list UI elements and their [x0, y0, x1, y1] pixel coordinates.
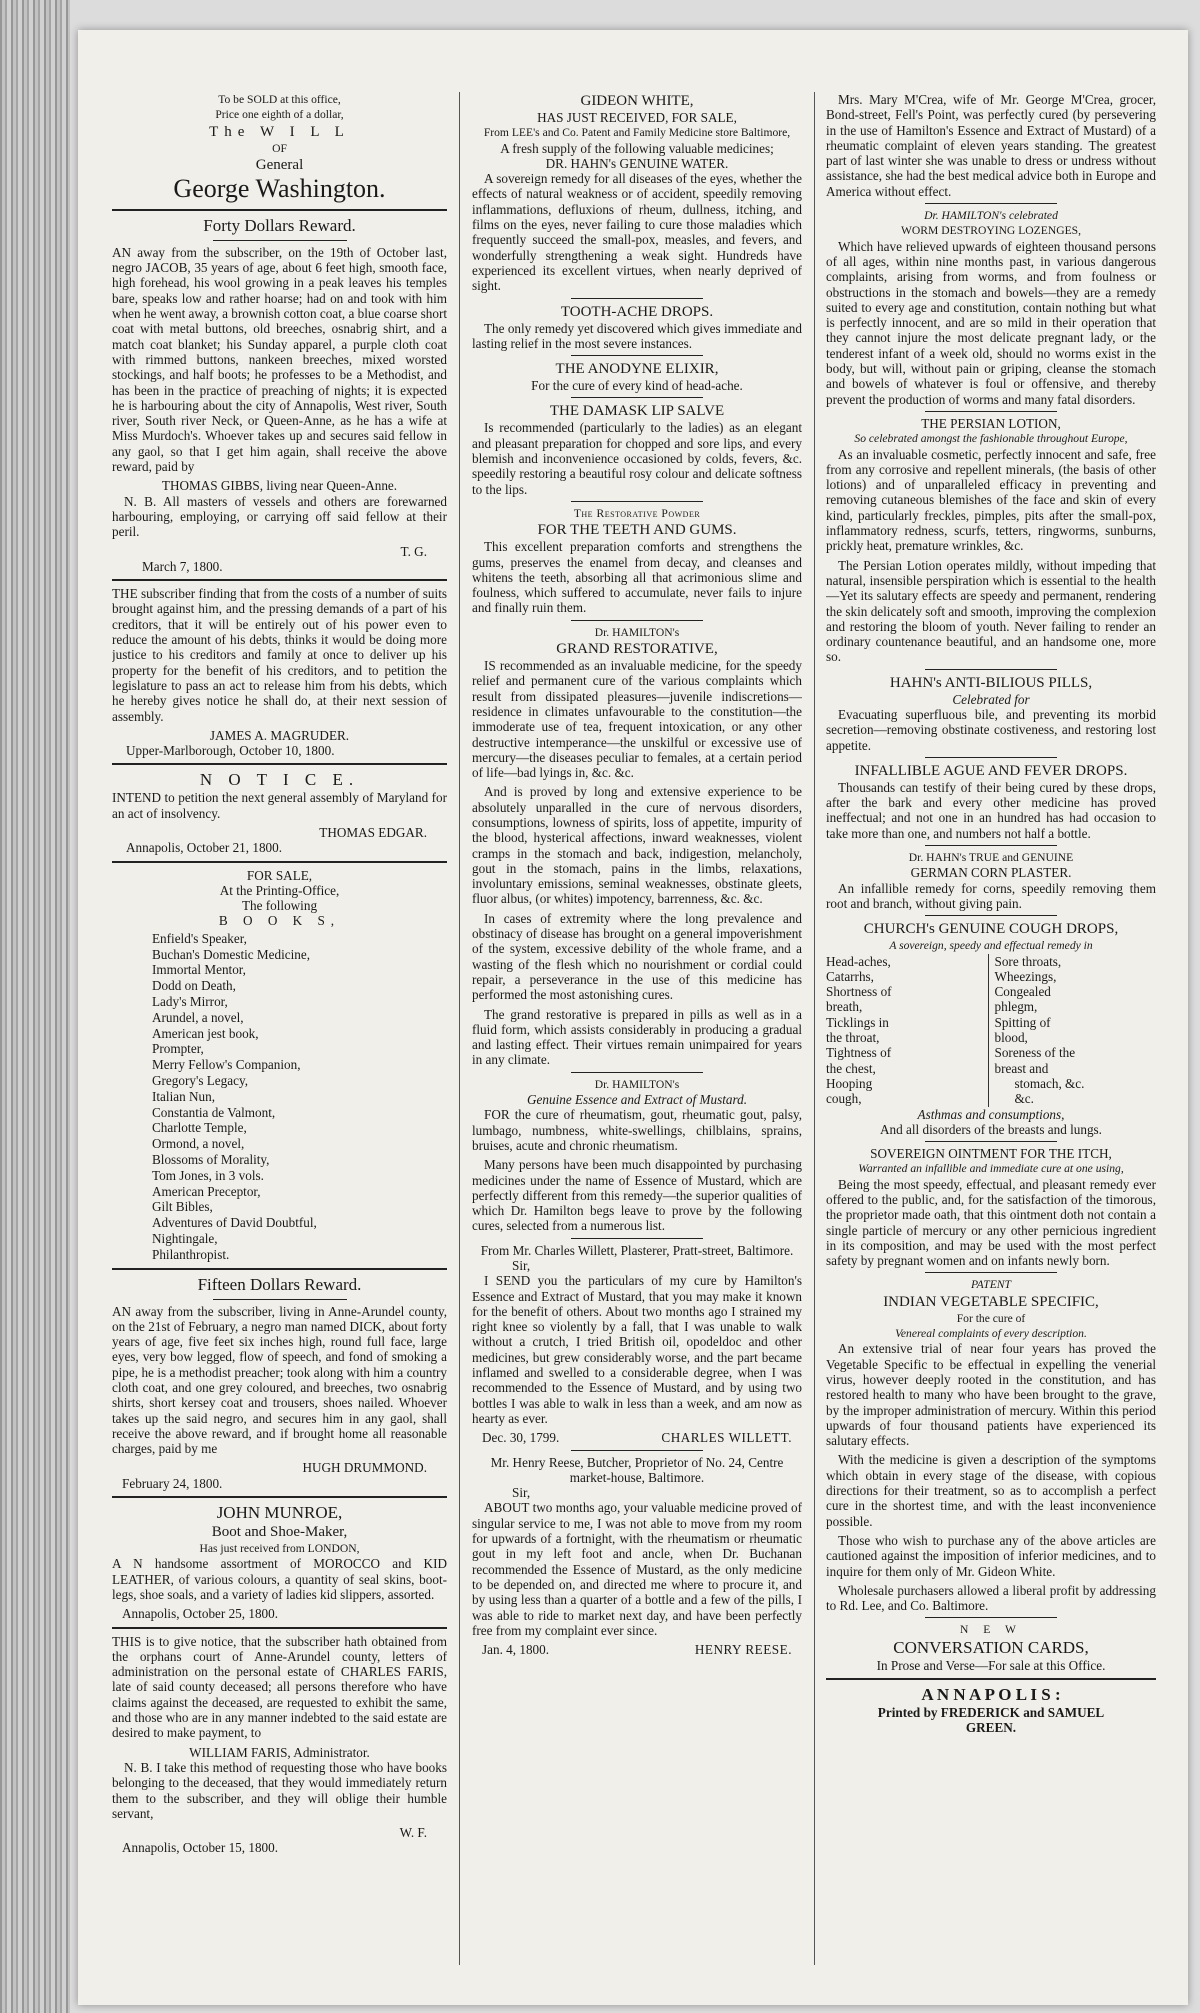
- book-item: Italian Nun,: [152, 1088, 215, 1104]
- water-body: A sovereign remedy for all diseases of the eyes, whether the effects of natural weakness or of accident, speedily removing inflammations, defluxions of rheum, dullness, itching, and films on the eyes, never failing to cure those maladies which frequently succeed the small-pox, measles, and fevers, and wonderfully strengthening a weak sight. Hundreds have experienced its excellent virtues, when nearly deprived of sight.: [472, 171, 802, 294]
- reese-date: Jan. 4, 1800.: [482, 1642, 550, 1658]
- book-item: Charlotte Temple,: [152, 1120, 247, 1136]
- ague-title: INFALLIBLE AGUE AND FEVER DROPS.: [854, 762, 1128, 779]
- munroe-subtitle: Boot and Shoe-Maker,: [211, 1524, 348, 1541]
- newspaper-page: [78, 30, 1188, 2005]
- reward-forty-nb: N. B. All masters of vessels and others are forewarned harbouring, employing, or carrying off said fellow at their peril.: [112, 493, 447, 540]
- willett-date: Dec. 30, 1799.: [482, 1430, 560, 1446]
- book-item: Immortal Mentor,: [152, 962, 246, 978]
- reese-body: ABOUT two months ago, your valuable medicine proved of singular service to me, I was not able to move from my room for upwards of a fortnight, with the rheumatism or rheumatic gout in my left foot and ancle, when Dr. Buchanan recommended the Essence of Mustard, as the only medicine to be depended on, and directed me where to procure it, and by using less than a quarter of a bottle and a few of the pills, I was able to ride to market next day, and have been perfectly free from my complaint ever since.: [472, 1500, 802, 1638]
- itch-title: SOVEREIGN OINTMENT FOR THE ITCH,: [870, 1146, 1112, 1162]
- notice-title: N O T I C E.: [199, 770, 360, 790]
- patent-para: Those who wish to purchase any of the above articles are cautioned against the imposition of inferior medicines, and to inquire for them only of Mr. Gideon White.: [826, 1532, 1156, 1579]
- water-advert: [472, 156, 802, 294]
- book-item: American jest book,: [152, 1025, 259, 1041]
- symptom-item: Sore throats,: [994, 953, 1062, 969]
- reward-forty-title: Forty Dollars Reward.: [203, 215, 356, 235]
- imprint-line: GREEN.: [965, 1720, 1017, 1736]
- bilious-advert: [826, 674, 1156, 753]
- symptom-item: Shortness of breath,: [826, 984, 892, 1015]
- column-2: [472, 92, 802, 1975]
- books-heading: B O O K S,: [218, 913, 341, 929]
- white-title: GIDEON WHITE,: [580, 93, 694, 109]
- lip-body: Is recommended (particularly to the ladies) as an elegant and pleasant preparation for chopped and sore lips, and every blemish and inconvenience occasioned by colds, fevers, &c. speedily restoring a beautiful rosy colour and delicate softness to the lips.: [472, 420, 802, 497]
- willett-body: I SEND you the particulars of my cure by Hamilton's Essence and Extract of Mustard, that you may make it known for the benefit of others. About two months ago I strained my right knee so violently by a fall, that I was unable to walk without a crutch, I tried British oil, opodeldoc and other medicines, but grew considerably worse, and the part became inflamed and swelled to a considerable degree, when I was recommended to the Essence of Mustard, and by using two bottles I was able to walk in less than a week, and am now as hearty as ever.: [472, 1273, 802, 1426]
- book-item: Nightingale,: [152, 1230, 218, 1246]
- munroe-date: Annapolis, October 25, 1800.: [122, 1606, 279, 1622]
- symptom-item: Head-aches,: [826, 953, 891, 969]
- corn-kicker: Dr. HAHN's TRUE and GENUINE: [908, 851, 1074, 865]
- munroe-advert: [112, 1503, 447, 1621]
- books-title: FOR SALE,: [246, 867, 313, 883]
- grand-title: GRAND RESTORATIVE,: [556, 641, 718, 658]
- patent-subtitle: Venereal complaints of every description.: [895, 1327, 1087, 1341]
- imprint-line: Printed by FREDERICK and SAMUEL: [877, 1705, 1105, 1721]
- cards-kicker: N E W: [960, 1623, 1022, 1637]
- cough-tail: Asthmas and consumptions,: [917, 1106, 1065, 1122]
- itch-body: Being the most speedy, effectual, and pleasant remedy ever offered to the public, and, for the satisfaction of the timorous, the proprietor made oath, that this ointment doth not contain a single particle of mercury or any other pernicious ingredient in its composition, and may be used with the most perfect safety by pregnant women and on infants newly born.: [826, 1176, 1156, 1269]
- will-advert-title: George Washington.: [173, 173, 386, 203]
- cough-tail: And all disorders of the breasts and lungs.: [880, 1121, 1102, 1137]
- patent-para: With the medicine is given a description of the symptoms which obtain in every stage of the disease, with copious directions for their treatment, so as to accomplish a perfect cure in the shortest time, and with the least inconvenience possible.: [826, 1452, 1156, 1529]
- persian-title: THE PERSIAN LOTION,: [921, 415, 1061, 431]
- cards-title: CONVERSATION CARDS,: [893, 1637, 1089, 1657]
- edgar-notice: [112, 770, 447, 855]
- book-item: Adventures of David Doubtful,: [152, 1215, 317, 1231]
- worm-kicker: Dr. HAMILTON's celebrated: [924, 209, 1058, 223]
- anodyne-advert: [472, 360, 802, 393]
- mustard-para: Many persons have been much disappointed by purchasing medicines under the name of Essence of Mustard, which are perfectly different from this remedy—the superior qualities of which Dr. Hamilton begs leave to prove by the following cures, selected from a numerous list.: [472, 1157, 802, 1234]
- cough-title: CHURCH's GENUINE COUGH DROPS,: [863, 921, 1119, 938]
- white-from: From LEE's and Co. Patent and Family Medicine store Baltimore,: [483, 126, 791, 140]
- mustard-advert: [472, 1077, 802, 1234]
- imprint: [826, 1685, 1156, 1736]
- notice-body: INTEND to petition the next general assembly of Maryland for an act of insolvency.: [112, 790, 447, 821]
- lip-title: THE DAMASK LIP SALVE: [549, 403, 725, 420]
- will-advert-line: General: [255, 156, 304, 173]
- symptom-item: Soreness of the breast and: [994, 1045, 1076, 1076]
- reward-forty-body: AN away from the subscriber, on the 19th of October last, negro JACOB, 35 years of age, about 6 feet high, smooth face, high forehead, his wool growing in a peak leaves his temples bare, speaks low and rather hoarse; had on and took with him when he went away, a brownish cotton coat, a blue coarse short coat with metal buttons, old breeches, osnabrig shirt, and a match coat blanket; his Sunday apparel, a purple cloth coat with rimmed buttons, nankeen breeches, mixed worsted stockings, and half boots; he professes to be a Methodist, and has been in the practice of preaching of nights; it is expected he is harbouring about the city of Annapolis, West river, South river, South river Neck, or Queen-Anne, as he has a wife at Miss Murdoch's. Whoever takes up and secures said fellow in any gaol, so that I get him again, shall receive the above reward, paid by: [112, 244, 447, 475]
- grand-para: In cases of extremity where the long prevalence and obstinacy of disease has brought on a general impoverishment of the system, excessive debility of the whole frame, and a wasting of the flesh which no nourishment or cordial could repair, a perseverance in the use of this medicine has performed the most astonishing cures.: [472, 910, 802, 1003]
- imprint-title: A N N A P O L I S :: [921, 1685, 1061, 1705]
- reese-letter: [472, 1455, 802, 1658]
- powder-body: This excellent preparation comforts and strengthens the gums, preserves the enamel from decay, and cleanses and whitens the teeth, absorbing all that acrimonious slime and foulness, which suffered to accumulate, never fails to injure and finally ruin them.: [472, 539, 802, 616]
- willett-heading: From Mr. Charles Willett, Plasterer, Pratt-street, Baltimore.: [480, 1242, 794, 1258]
- bilious-body: Evacuating superfluous bile, and preventing its morbid secretion—removing obstinate costiveness, and restoring lost appetite.: [826, 706, 1156, 753]
- patent-kicker: PATENT: [971, 1278, 1011, 1292]
- white-subtitle: HAS JUST RECEIVED, FOR SALE,: [537, 110, 737, 125]
- will-advert-line: Price one eighth of a dollar,: [215, 108, 344, 122]
- book-item: Enfield's Speaker,: [152, 930, 247, 946]
- mustard-kicker: Dr. HAMILTON's: [594, 1077, 680, 1091]
- book-binding-edge: [0, 0, 70, 2013]
- reward-forty-initials: T. G.: [400, 543, 427, 559]
- book-item: Philanthropist.: [152, 1246, 230, 1262]
- cough-symptom-list: [826, 954, 1156, 1107]
- notice-place: Annapolis, October 21, 1800.: [126, 840, 283, 856]
- persian-para: As an invaluable cosmetic, perfectly innocent and safe, free from any corrosive and repellent minerals, (the basis of other lotions) and of unparalleled efficacy in preventing and removing cutaneous blemishes of the face and skin of every kind, particularly freckles, pimples, pits after the small-pox, inflammatory redness, scurfs, tetters, ringworms, sunburns, prickly heat, premature wrinkles, &c.: [826, 446, 1156, 554]
- notice-signer: THOMAS EDGAR.: [319, 824, 427, 840]
- symptom-item: Catarrhs,: [826, 968, 874, 984]
- book-item: Prompter,: [152, 1041, 204, 1057]
- reward-fifteen-body: AN away from the subscriber, living in Anne-Arundel county, on the 21st of February, a negro man named DICK, about forty years of age, five feet six inches high, round full face, large eyes, very bow legged, flow of speech, and fond of smoking a pipe, he is a methodist preacher; took along with him a country cloth coat, and one grey coloured, and breeches, two osnabrig shirts, short kersey coat and trousers, shoes nailed. Whoever takes up the said negro, and secures him in any gaol, shall receive the above reward, and if brought home all reasonable charges, paid by me: [112, 1303, 447, 1457]
- book-item: Gilt Bibles,: [152, 1199, 213, 1215]
- book-item: Arundel, a novel,: [152, 1009, 244, 1025]
- munroe-title: JOHN MUNROE,: [216, 1503, 343, 1523]
- mustard-para: FOR the cure of rheumatism, gout, rheumatic gout, palsy, lumbago, numbness, white-swellings, chilblains, sprains, bruises, acute and chronic rheumatism.: [472, 1107, 802, 1153]
- symptom-item: Hooping cough,: [826, 1075, 873, 1107]
- willett-salutation: Sir,: [512, 1258, 531, 1273]
- will-advert-line: The W I L L: [209, 123, 350, 140]
- bilious-subtitle: Celebrated for: [952, 691, 1030, 707]
- reese-heading: Mr. Henry Reese, Butcher, Proprietor of No. 24, Centre market-house, Baltimore.: [490, 1454, 784, 1485]
- symptom-item: Ticklings in the throat,: [826, 1014, 889, 1046]
- books-list: [152, 931, 447, 1263]
- column-3: [826, 92, 1156, 1975]
- lip-advert: [472, 402, 802, 496]
- reward-fifteen-date: February 24, 1800.: [122, 1475, 223, 1491]
- grand-para: And is proved by long and extensive experience to be absolutely unparalled in the cure of nervous disorders, consumptions, lowness of spirits, loss of appetite, impurity of the blood, hysterical affections, inward weaknesses, violent cramps in the stomach and back, indigestion, melancholy, gout in the stomach, pains in the limbs, relaxations, involuntary emissions, seminal weaknesses, obstinate gleets, fluor albus, (or whites) impotency, barrenness, &c. &c.: [472, 784, 802, 907]
- book-item: Tom Jones, in 3 vols.: [152, 1167, 264, 1183]
- willett-signer: CHARLES WILLETT.: [661, 1430, 792, 1446]
- patent-subtitle: For the cure of: [956, 1311, 1026, 1325]
- column-1: [112, 92, 447, 1975]
- book-item: Merry Fellow's Companion,: [152, 1057, 301, 1073]
- book-item: American Preceptor,: [152, 1183, 261, 1199]
- patent-title: INDIAN VEGETABLE SPECIFIC,: [883, 1293, 1099, 1310]
- mustard-title: Genuine Essence and Extract of Mustard.: [527, 1092, 747, 1108]
- magruder-signer: JAMES A. MAGRUDER.: [209, 727, 350, 743]
- bilious-title: HAHN's ANTI-BILIOUS PILLS,: [889, 674, 1093, 691]
- reward-forty-date: March 7, 1800.: [142, 558, 223, 574]
- ague-advert: [826, 762, 1156, 841]
- powder-title: FOR THE TEETH AND GUMS.: [537, 522, 737, 539]
- itch-subtitle: Warranted an infallible and immediate cure at one using,: [858, 1162, 1124, 1176]
- cards-advert: [826, 1622, 1156, 1673]
- patent-para: An extensive trial of near four years has proved the Vegetable Specific to be effectual in expelling the venerial virus, however deeply rooted in the constitution, and has restored health to many who have been brought to the grave, by the improper administration of mercury. Within this period upwards of four thousand patients have experienced its salutary effects.: [826, 1341, 1156, 1449]
- corn-title: GERMAN CORN PLASTER.: [910, 865, 1072, 881]
- faris-notice: [112, 1634, 447, 1856]
- faris-place: Annapolis, October 15, 1800.: [122, 1840, 279, 1856]
- munroe-line: Has just received from LONDON,: [199, 1542, 360, 1556]
- tooth-title: TOOTH-ACHE DROPS.: [560, 303, 714, 320]
- worm-advert: [826, 208, 1156, 407]
- white-supply: A fresh supply of the following valuable medicines;: [500, 140, 774, 156]
- cough-subtitle: A sovereign, speedy and effectual remedy in: [889, 939, 1093, 953]
- grand-para: The grand restorative is prepared in pills as well as in a fluid form, which assists considerably in producing a gradual and lasting effect. Their virtues remain unimpaired for years in any climate.: [472, 1006, 802, 1068]
- books-advert: [112, 868, 447, 1263]
- patent-advert: [826, 1277, 1156, 1613]
- anodyne-title: THE ANODYNE ELIXIR,: [555, 361, 719, 378]
- column-rule: [459, 92, 460, 1965]
- reward-fifteen-signer: HUGH DRUMMOND.: [302, 1460, 427, 1476]
- grand-kicker: Dr. HAMILTON's: [594, 625, 680, 639]
- will-advert-line: To be SOLD at this office,: [218, 93, 341, 106]
- book-item: Dodd on Death,: [152, 978, 236, 994]
- cough-advert: [826, 920, 1156, 1137]
- reward-fifteen-title: Fifteen Dollars Reward.: [197, 1274, 362, 1294]
- symptom-item: Wheezings,: [994, 968, 1057, 984]
- symptom-item: Tightness of the chest,: [826, 1045, 892, 1076]
- persian-para: The Persian Lotion operates mildly, without impeding that natural, insensible perspiration which is essential to the health—Yet its salutary effects are speedy and permanent, rendering the skin delicately soft and smooth, improving the complexion and restoring the bloom of youth. Never failing to render an ordinary countenance beautiful, and an handsome one, more so.: [826, 557, 1156, 665]
- white-advert: [472, 92, 802, 156]
- crea-testimonial: Mrs. Mary M'Crea, wife of Mr. George M'Crea, grocer, Bond-street, Fell's Point, was perfectly cured (by persevering in the use of Hamilton's Essence and Extract of Mustard) of a rheumatic complaint of eleven years standing. The greatest part of last winter she was unable to dress or undress without assistance, she had the best medical advice both in Europe and America without effect.: [826, 92, 1156, 199]
- symptom-item: Congealed phlegm,: [994, 984, 1051, 1015]
- water-title: DR. HAHN's GENUINE WATER.: [545, 155, 729, 171]
- reward-forty-signer: THOMAS GIBBS, living near Queen-Anne.: [161, 478, 398, 494]
- corn-advert: [826, 850, 1156, 911]
- book-item: Gregory's Legacy,: [152, 1072, 248, 1088]
- faris-signer: WILLIAM FARIS, Administrator.: [189, 1744, 370, 1760]
- reward-fifteen-advert: [112, 1275, 447, 1492]
- munroe-body: A N handsome assortment of MOROCCO and KID LEATHER, of various colours, a quantity of seal skins, boot-legs, shoe soals, and a variety of ladies kid slippers, assorted.: [112, 1556, 447, 1602]
- faris-nb: N. B. I take this method of requesting those who have books belonging to the deceased, that they would immediately return them to the subscriber, and they will oblige their humble servant,: [112, 1759, 447, 1821]
- worm-title: WORM DESTROYING LOZENGES,: [900, 224, 1081, 238]
- grand-advert: [472, 625, 802, 1068]
- cards-subtitle: In Prose and Verse—For sale at this Office.: [876, 1657, 1106, 1673]
- book-item: Buchan's Domestic Medicine,: [152, 946, 311, 962]
- symptom-item: stomach, &c. &c.: [1014, 1075, 1085, 1107]
- reward-forty-advert: [112, 216, 447, 574]
- books-line: At the Printing-Office,: [219, 882, 340, 898]
- reese-salutation: Sir,: [512, 1485, 531, 1501]
- persian-advert: [826, 416, 1156, 665]
- faris-body: THIS is to give notice, that the subscriber hath obtained from the orphans court of Anne-Arundel county, letters of administration on the personal estate of CHARLES FARIS, late of said county deceased; all persons therefore who have claims against the deceased, are requested to exhibit the same, and those who are in any manner indebted to the said estate are desired to make payment, to: [112, 1633, 447, 1741]
- book-item: Constantia de Valmont,: [152, 1104, 276, 1120]
- books-line: The following: [241, 898, 318, 914]
- magruder-body: THE subscriber finding that from the costs of a number of suits brought against him, and the pressing demands of a part of his creditors, that it will be entirely out of his power even to reduce the amount of his debts, thinks it would be doing more justice to his creditors and family at once to deliver up his property for the benefit of his creditors, and to petition the legislature to pass an act to release him from his debts, which he hereby gives notice he shall do, at their next session of assembly.: [112, 586, 447, 724]
- magruder-notice: [112, 586, 447, 758]
- book-item: Blossoms of Morality,: [152, 1151, 270, 1167]
- powder-kicker: The Restorative Powder: [573, 506, 701, 520]
- patent-para: Wholesale purchasers allowed a liberal profit by addressing to Rd. Lee, and Co. Baltimore.: [826, 1582, 1156, 1614]
- reese-signer: HENRY REESE.: [694, 1642, 792, 1658]
- ague-body: Thousands can testify of their being cured by these drops, after the bark and every other medicine has proved ineffectual; and not one in an hundred has had occasion to take more than one, and numbers not half a bottle.: [826, 779, 1156, 841]
- anodyne-body: For the cure of every kind of head-ache.: [531, 378, 743, 394]
- willett-letter: [472, 1243, 802, 1446]
- grand-para: IS recommended as an invaluable medicine, for the speedy relief and permanent cure of the various complaints which result from dissipated pleasures—juvenile indiscretions—residence in climates unfavourable to the constitution—the immoderate use of tea, frequent intoxication, or any other destructive intemperance—the unskilful or excessive use of mercury—the diseases peculiar to females, at a certain period of life—bad lyings in, &c. &c.: [472, 658, 802, 781]
- will-advert-line: OF: [272, 141, 287, 155]
- magruder-place: Upper-Marlborough, October 10, 1800.: [126, 743, 335, 759]
- column-rule: [814, 92, 815, 1965]
- worm-body: Which have relieved upwards of eighteen thousand persons of all ages, within nine months past, in various dangerous complaints, arising from worms, and from foulness or obstructions in the stomach and bowels—they are a remedy suited to every age and constitution, contain nothing but what is perfectly innocent, and are so mild in their operation that they cannot injure the most delicate pregnant lady, or the tenderest infant of a week old, should no worms exist in the body, but will, without pain or griping, cleanse the stomach and bowels of whatever is foul or offensive, and thereby prevent the production of worms and many fatal disorders.: [826, 238, 1156, 407]
- faris-initials: W. F.: [399, 1825, 427, 1841]
- powder-advert: [472, 506, 802, 616]
- book-item: Lady's Mirror,: [152, 993, 228, 1009]
- tooth-advert: [472, 303, 802, 352]
- itch-advert: [826, 1146, 1156, 1268]
- will-advert: [112, 92, 447, 204]
- corn-body: An infallible remedy for corns, speedily removing them root and branch, without giving pain.: [826, 880, 1156, 911]
- symptom-item: Spitting of blood,: [994, 1014, 1051, 1046]
- tooth-body: The only remedy yet discovered which gives immediate and lasting relief in the most severe instances.: [472, 320, 802, 351]
- book-item: Ormond, a novel,: [152, 1136, 245, 1152]
- persian-subtitle: So celebrated amongst the fashionable throughout Europe,: [854, 432, 1128, 446]
